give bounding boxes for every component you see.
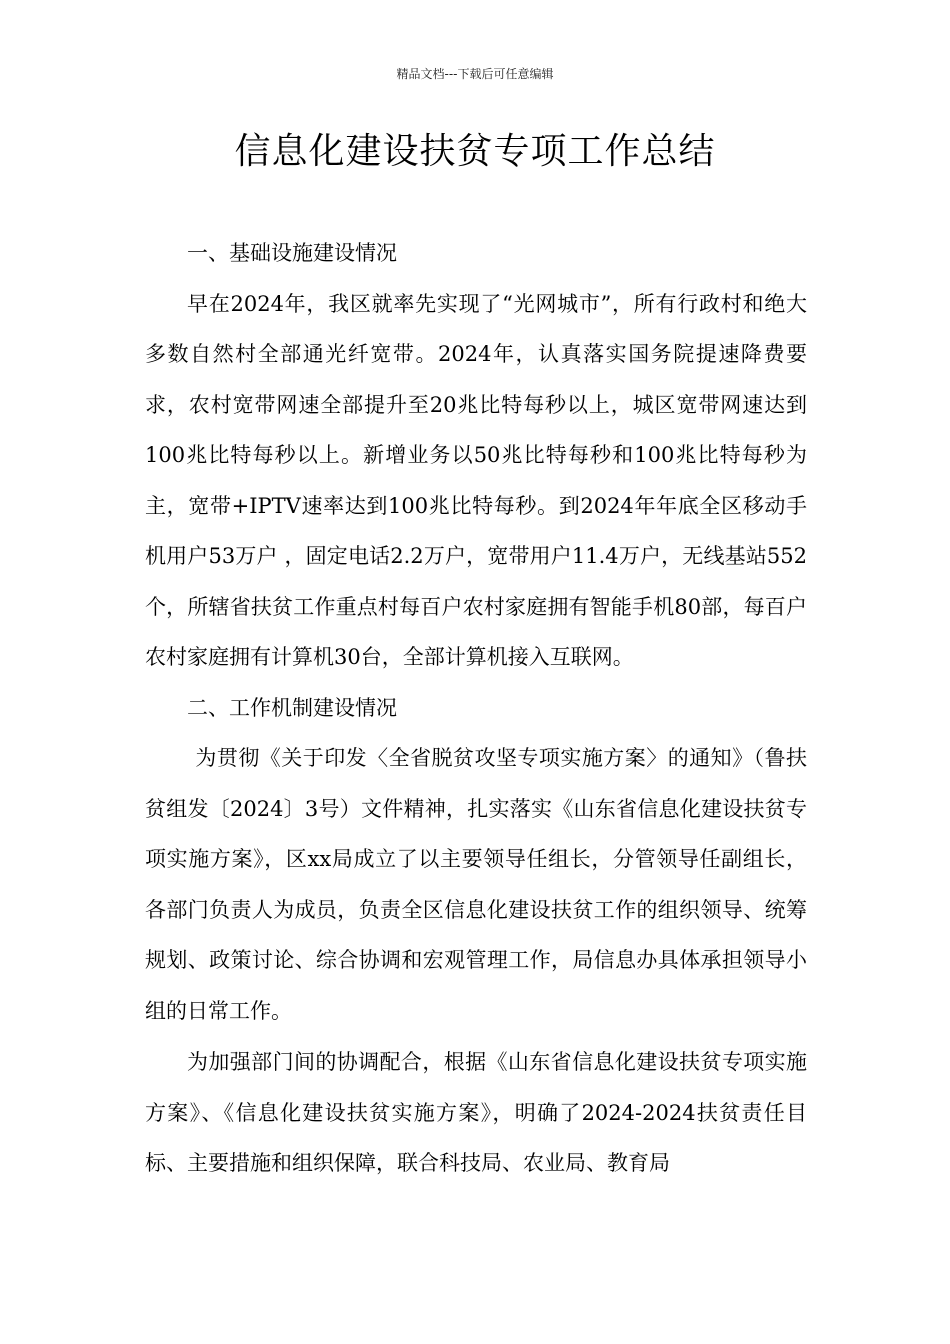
document-body [145,228,807,1189]
header-note: 精品文档---下载后可任意编辑 [396,67,554,81]
section-heading: 一、基础设施建设情况 [187,241,397,265]
body-paragraph: 为加强部门间的协调配合，根据《山东省信息化建设扶贫专项实施方案》、《信息化建设扶贫实施方案》，明确了2024-2024扶贫责任目标、主要措施和组织保障，联合科技局、农业局、教育局 [145,1050,807,1175]
body-paragraph: 早在2024年，我区就率先实现了“光网城市”，所有行政村和绝大多数自然村全部通光纤宽带。2024年，认真落实国务院提速降费要求，农村宽带网速全部提升至20兆比特每秒以上，城区宽带网速达到100兆比特每秒以上。新增业务以50兆比特每秒和100兆比特每秒为主，宽带+IPTV速率达到100兆比特每秒。到2024年年底全区移动手机用户53万户 ，固定电话2.2万户，宽带用户11.4万户，无线基站552 个，所辖省扶贫工作重点村每百户农村家庭拥有智能手机80部，每百户农村家庭拥有计算机30台，全部计算机接入互联网。 [145,291,807,669]
body-paragraph: 为贯彻《关于印发〈全省脱贫攻坚专项实施方案〉的通知》（鲁扶贫组发〔2024〕3号）文件精神，扎实落实《山东省信息化建设扶贫专项实施方案》，区xx局成立了以主要领导任组长，分管领导任副组长，各部门负责人为成员，负责全区信息化建设扶贫工作的组织领导、统筹规划、政策讨论、综合协调和宏观管理工作，局信息办具体承担领导小组的日常工作。 [145,746,807,1023]
section-heading: 二、工作机制建设情况 [187,695,397,720]
document-title: 信息化建设扶贫专项工作总结 [234,131,716,172]
